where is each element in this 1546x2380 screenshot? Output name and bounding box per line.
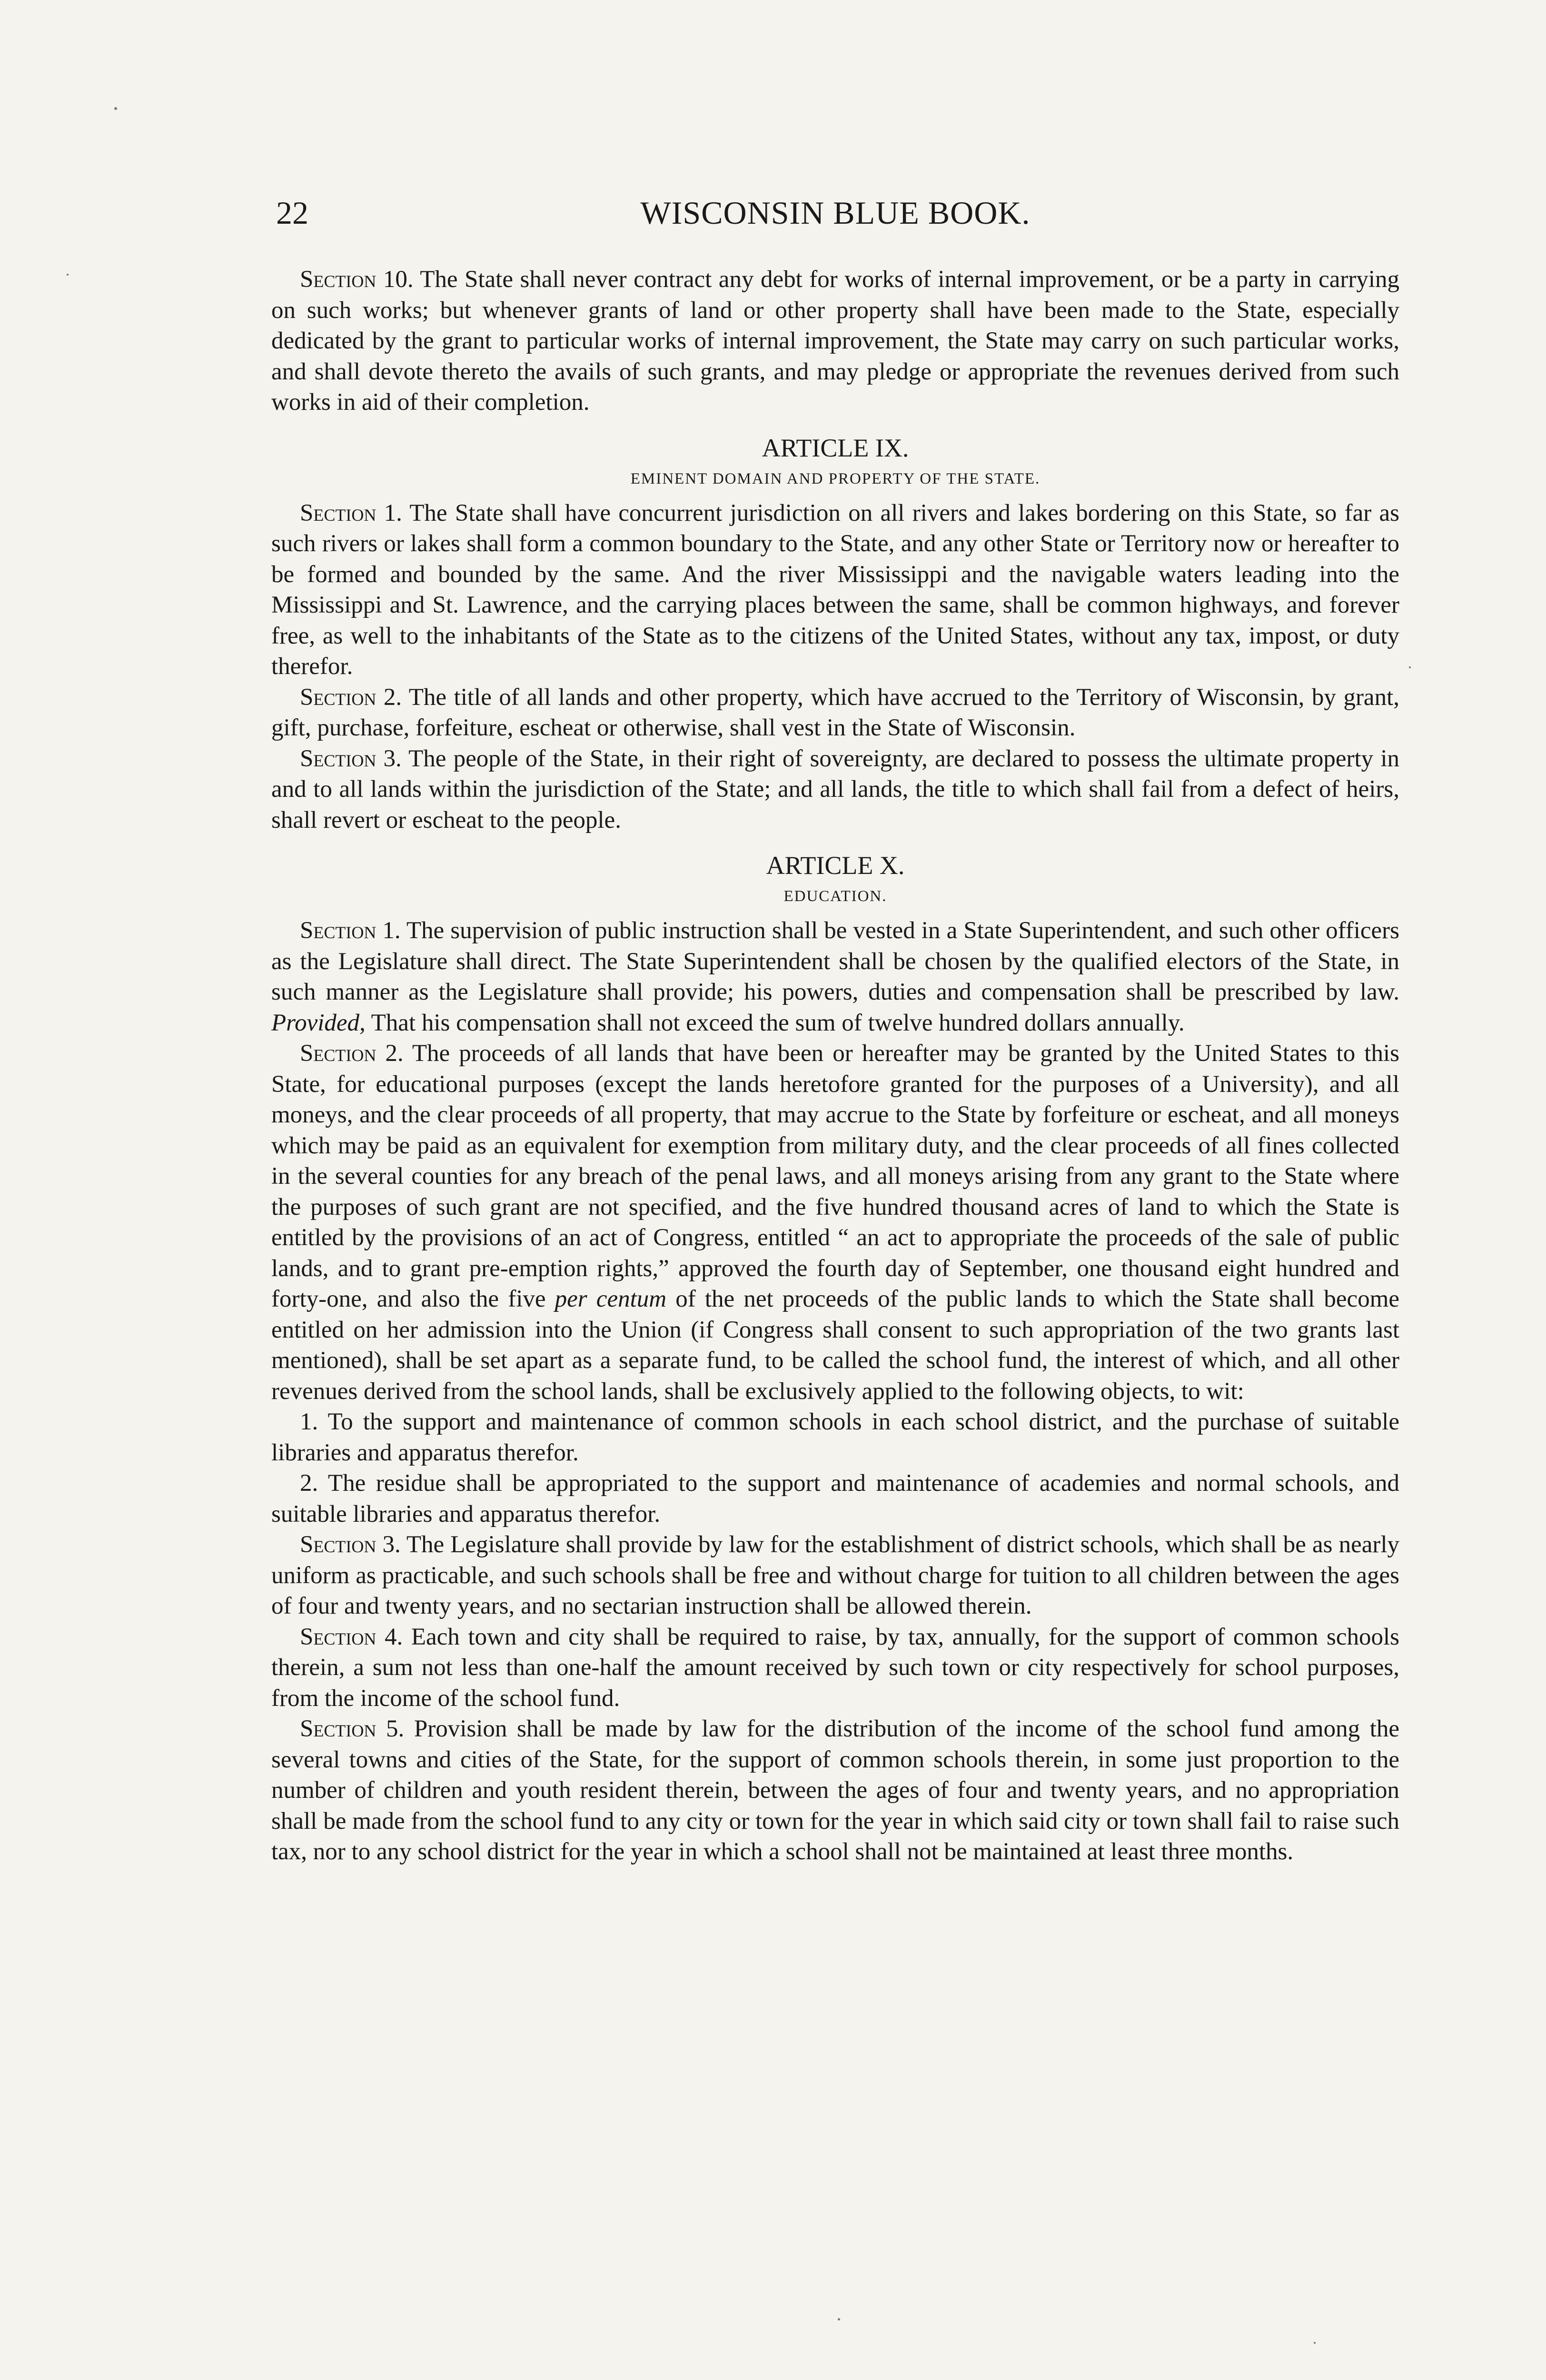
section-label: Section 1. <box>300 917 401 944</box>
section-label: Section 2. <box>300 684 402 711</box>
article-subheading: EDUCATION. <box>783 888 887 905</box>
italic-term: Provided, <box>271 1009 366 1036</box>
article-heading: ARTICLE IX. <box>762 433 909 462</box>
article-heading: ARTICLE X. <box>766 851 905 880</box>
section-text: The State shall never contract any debt for works of internal improvement, or be a party in carrying on such works; but whenever grants of land or other property shall have been made to the State, especially dedicated by the grant to particular works of internal improvement, the State may carry on such particular works, and shall devote thereto the avails of such grants, and may pledge or appropriate the revenues derived from such works in aid of their completion. <box>271 266 1399 416</box>
section-text: The Legislature shall provide by law for the establishment of district schools, which shall be as nearly uniform as practicable, and such schools shall be free and without charge for tuition to all children between the ages of four and twenty years, and no sectarian instruction shall be allowed therein. <box>271 1531 1400 1619</box>
section-text: The State shall have concurrent jurisdiction on all rivers and lakes bordering on this State, so far as such rivers or lakes shall form a common boundary to the State, and any other State or Territory now or hereafter to be formed and bounded by the same. And the river Mississippi and the navigable waters leading into the Mississippi and St. Lawrence, and the carrying places between the same, shall be common highways, and forever free, as well to the inhabitants of the State as to the citizens of the United States, without any tax, impost, or duty therefor. <box>271 499 1399 680</box>
article-10-section-4 <box>271 1622 1399 1714</box>
article-10-section-5 <box>271 1714 1399 1867</box>
section-label: Section 3. <box>300 1531 401 1558</box>
section-text: of the net proceeds of the public lands to which the State shall become entitled on her admission into the Union (if Congress shall consent to such appropriation of the two grants last mentioned), shall be set apart as a separate fund, to be called the school fund, the interest of which, and all other revenues derived from the school lands, shall be exclusively applied to the following objects, to wit: <box>271 1286 1399 1405</box>
list-item: 1. To the support and maintenance of common schools in each school district, and the purchase of suitable libraries and apparatus therefor. <box>271 1408 1399 1466</box>
list-item: 2. The residue shall be appropriated to the support and maintenance of academies and normal schools, and suitable libraries and apparatus therefor. <box>271 1470 1399 1527</box>
paper-speck <box>114 107 117 110</box>
section-text: Each town and city shall be required to raise, by tax, annually, for the support of common schools therein, a sum not less than one-half the amount received by such town or city respectively for school purposes, from the income of the school fund. <box>271 1623 1400 1712</box>
article-9-section-1 <box>271 498 1399 682</box>
italic-term: per centum <box>555 1286 667 1312</box>
section-text: Provision shall be made by law for the distribution of the income of the school fund among the several towns and cities of the State, for the support of common schools therein, in some just proportion to the number of children and youth resident therein, between the ages of four and twenty years, and no appropriation shall be made from the school fund to any city or town for the year in which said city or town shall fail to raise such tax, nor to any school district for the year in which a school shall not be maintained at least three months. <box>271 1716 1399 1865</box>
article-9-section-3 <box>271 744 1399 836</box>
article-10-section-3 <box>271 1529 1399 1622</box>
section-text: The supervision of public instruction shall be vested in a State Superintendent, and such other officers as the Legislature shall direct. The State Superintendent shall be chosen by the qualified electors of the State, in such manner as the Legislature shall provide; his powers, duties and compensation shall be prescribed by law. <box>271 917 1399 1005</box>
section-label: Section 4. <box>300 1623 403 1650</box>
section-label: Section 10. <box>300 266 414 293</box>
section-text: That his compensation shall not exceed the sum of twelve hundred dollars annually. <box>371 1009 1185 1036</box>
page-number: 22 <box>276 195 308 231</box>
section-label: Section 3. <box>300 745 402 772</box>
article-subheading: EMINENT DOMAIN AND PROPERTY OF THE STATE. <box>630 470 1041 487</box>
article-10-section-2 <box>271 1038 1399 1407</box>
section-text: The title of all lands and other property, which have accrued to the Territory of Wisconsin, by grant, gift, purchase, forfeiture, escheat or otherwise, shall vest in the State of Wisconsin. <box>271 684 1399 741</box>
section-label: Section 5. <box>300 1716 405 1742</box>
running-head <box>271 190 1399 236</box>
document-page <box>271 190 1399 1867</box>
article-10-section-1 <box>271 915 1399 1038</box>
article-9-section-2 <box>271 682 1399 744</box>
paper-speck <box>67 274 69 276</box>
section-text: The people of the State, in their right of sovereignty, are declared to possess the ultimate property in and to all lands within the jurisdiction of the State; and all lands, the title to which shall fail from a defect of heirs, shall revert or escheat to the people. <box>271 745 1399 833</box>
section-text: The proceeds of all lands that have been or hereafter may be granted by the United States to this State, for educational purposes (except the lands heretofore granted for the purposes of a University), and all moneys, and the clear proceeds of all property, that may accrue to the State by forfeiture or escheat, and all moneys which may be paid as an equivalent for exemption from military duty, and the clear proceeds of all fines collected in the several counties for any breach of the penal laws, and all moneys arising from any grant to the State where the purposes of such grant are not specified, and the five hundred thousand acres of land to which the State is entitled by the provisions of an act of Congress, entitled “ an act to appropriate the proceeds of the sale of public lands, and to grant pre-emption rights,” approved the fourth day of September, one thousand eight hundred and forty-one, and also the five <box>271 1040 1399 1312</box>
section-label: Section 2. <box>300 1040 404 1067</box>
paper-speck <box>1314 2342 1316 2344</box>
paper-speck <box>1409 666 1411 668</box>
section-10-paragraph <box>271 264 1399 418</box>
paper-speck <box>838 2318 840 2320</box>
section-label: Section 1. <box>300 499 402 526</box>
book-title: WISCONSIN BLUE BOOK. <box>640 195 1031 231</box>
